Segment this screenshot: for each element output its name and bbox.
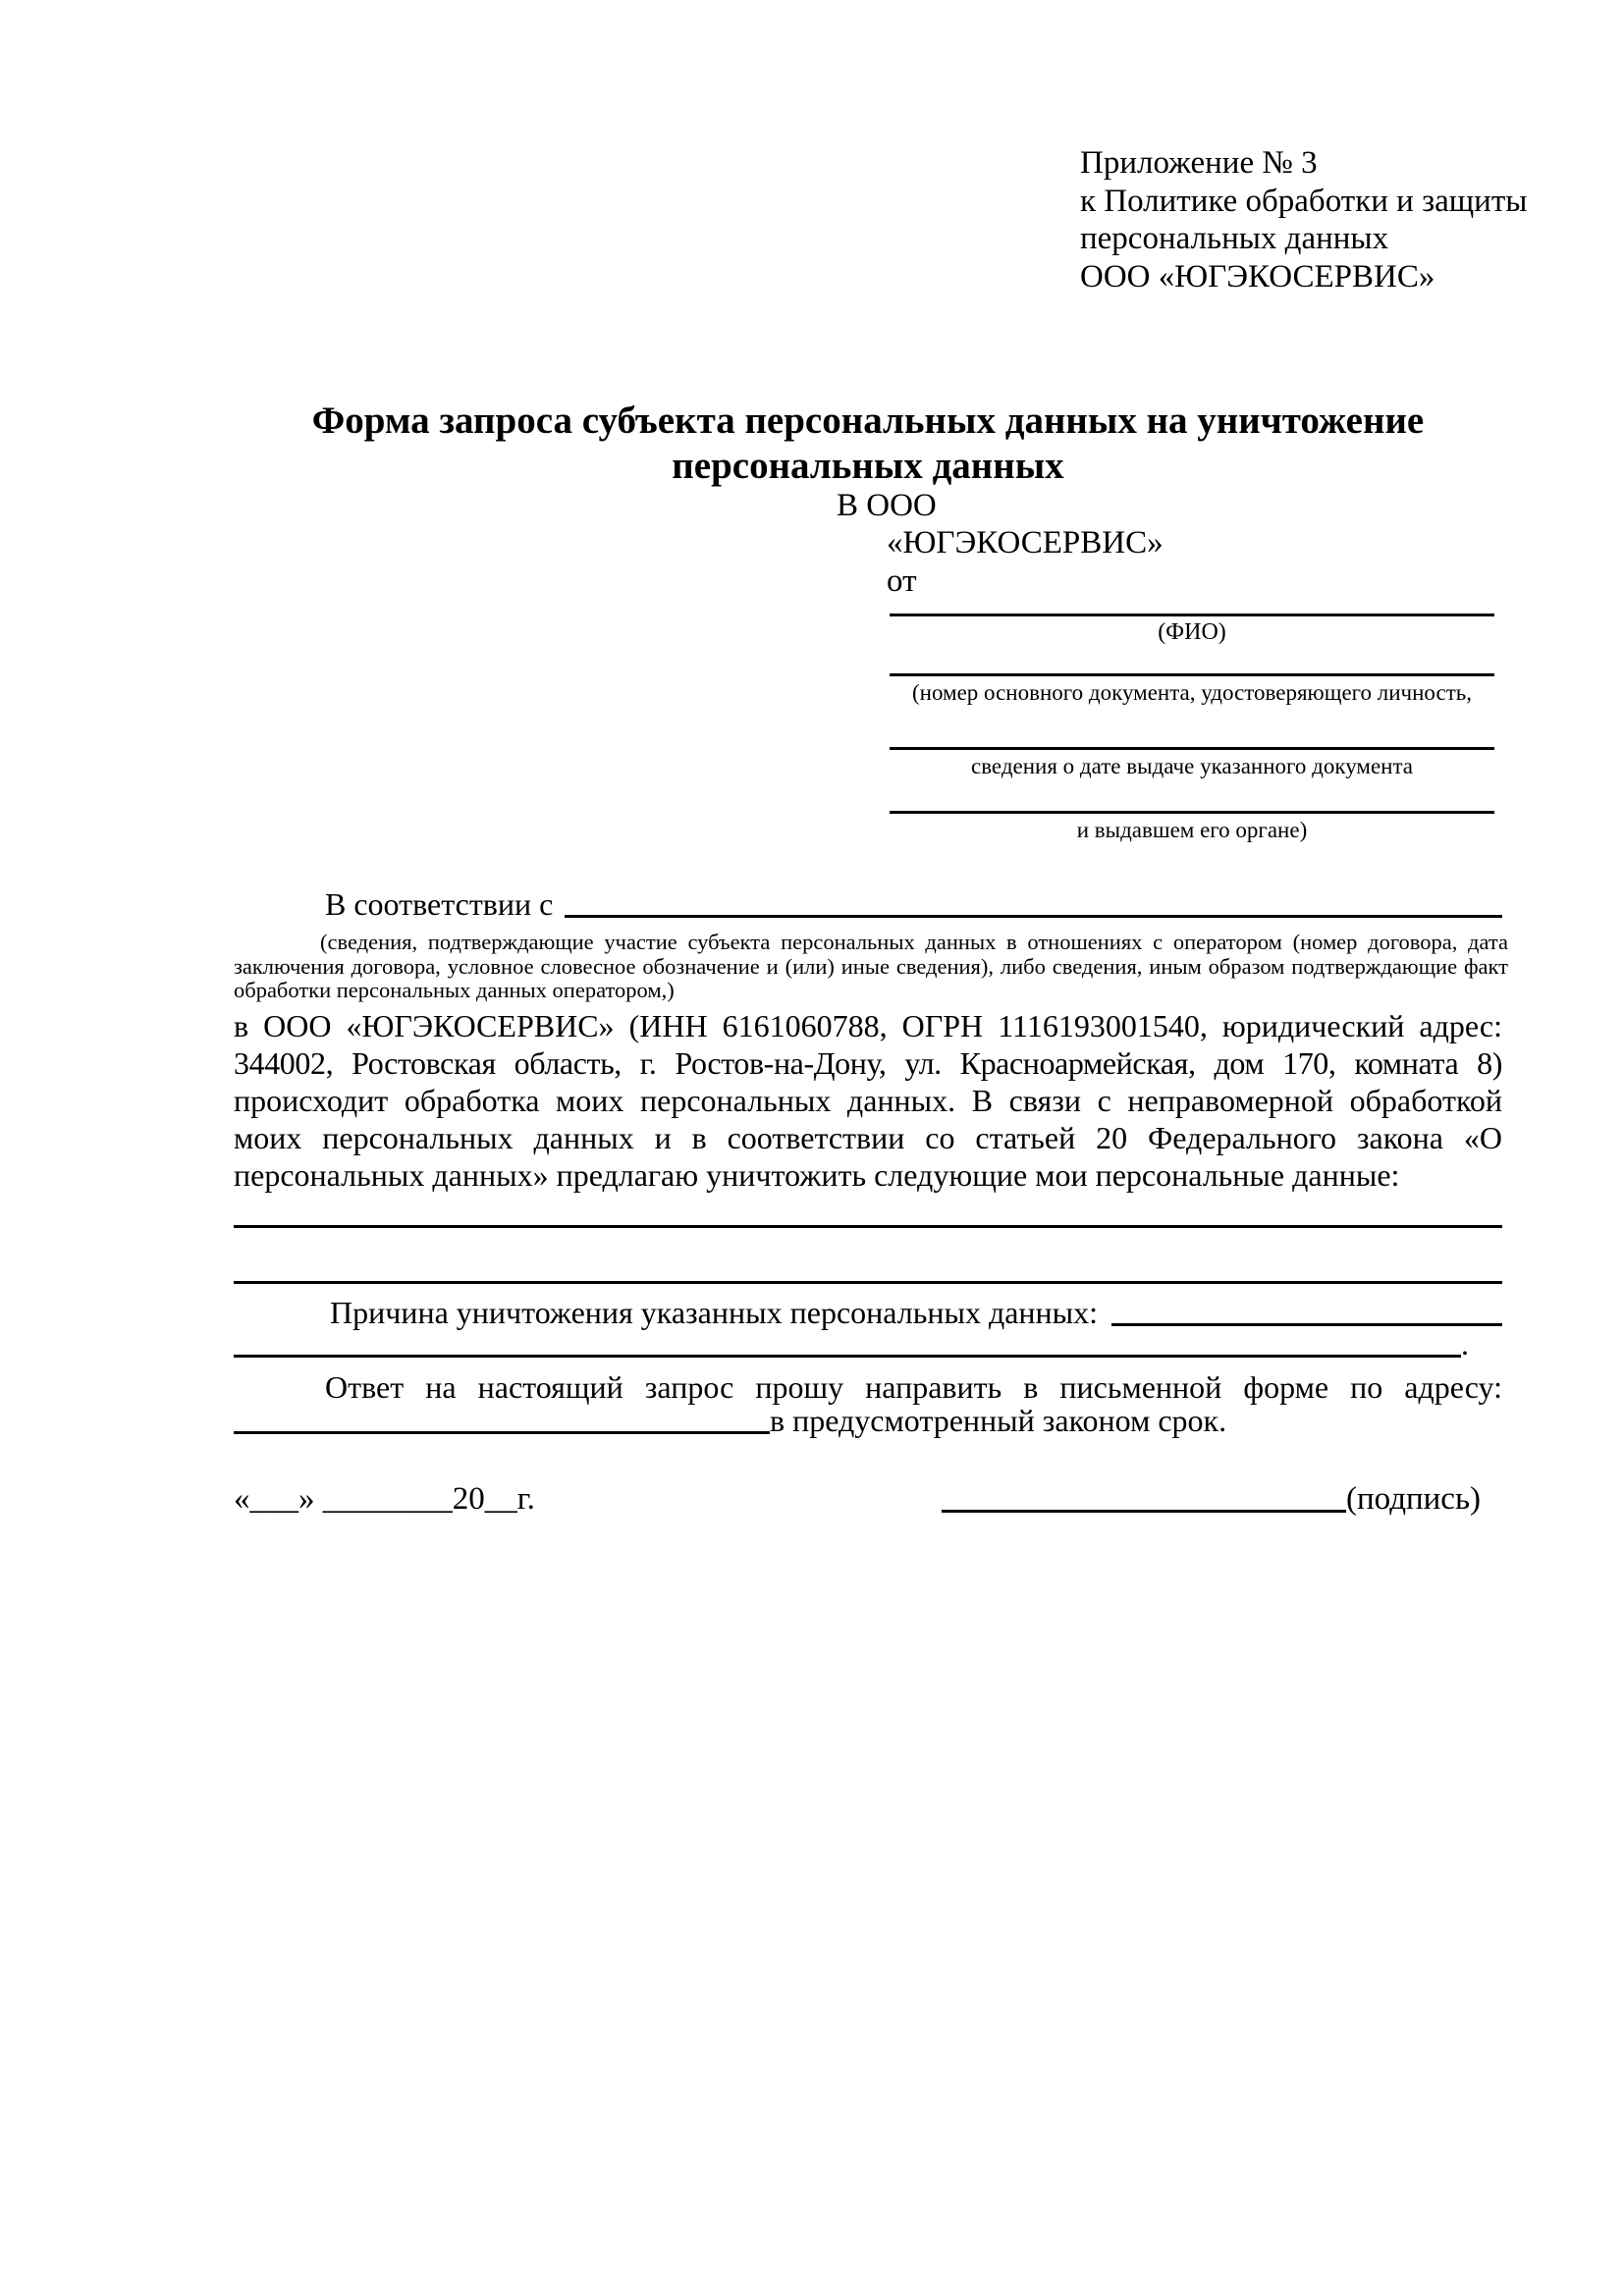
addressee-from-label: от [887, 563, 917, 599]
response-line-2-suffix: в предусмотренный законом срок. [770, 1403, 1227, 1438]
appendix-line: ООО «ЮГЭКОСЕРВИС» [1080, 258, 1435, 294]
body-line: происходит обработка моих персональных данных. В связи с неправомерной обработкой [234, 1083, 1502, 1118]
response-line-1: Ответ на настоящий запрос прошу направить в письменной форме по адресу: [325, 1369, 1502, 1405]
fio-fill-line [890, 614, 1494, 616]
doc-number-caption: (номер основного документа, удостоверяющего личность, [911, 680, 1472, 705]
personal-data-fill-line-1 [234, 1225, 1502, 1228]
page-title-line-2: персональных данных [672, 445, 1064, 487]
appendix-line: к Политике обработки и защиты [1080, 183, 1528, 219]
page-title-line-1: Форма запроса субъекта персональных данных на уничтожение [311, 400, 1425, 442]
signature-caption: (подпись) [1346, 1481, 1481, 1517]
accordance-fill-line [565, 885, 1502, 918]
body-line: моих персональных данных и в соответствии со статьей 20 Федерального закона «О [234, 1120, 1502, 1155]
reason-label: Причина уничтожения указанных персональных данных: [330, 1295, 1099, 1330]
address-fill-line [234, 1402, 770, 1434]
date-fill-text: «___» ________20__г. [234, 1481, 535, 1517]
reason-fill-line-2 [234, 1325, 1461, 1358]
doc-issuer-caption: и выдавшем его органе) [1076, 818, 1308, 842]
doc-date-fill-line [890, 747, 1494, 750]
doc-date-caption: сведения о дате выдаче указанного документа [970, 754, 1414, 778]
accordance-lead: В соответствии с [325, 886, 554, 922]
body-line: персональных данных» предлагаю уничтожить следующие мои персональные данные: [234, 1157, 1400, 1193]
fio-caption: (ФИО) [1158, 619, 1226, 645]
signature-fill-line [942, 1480, 1346, 1513]
footnote-line: (сведения, подтверждающие участие субъекта персональных данных в отношениях с оператором (номер договора, дата [320, 930, 1508, 954]
body-line: 344002, Ростовская область, г. Ростов-на-Дону, ул. Красноармейская, дом 170, комната 8) [234, 1045, 1502, 1081]
personal-data-fill-line-2 [234, 1281, 1502, 1284]
signature-row [234, 1480, 1502, 1518]
addressee-org-line: «ЮГЭКОСЕРВИС» [887, 525, 1164, 561]
reason-continuation-row [234, 1325, 1502, 1362]
signature-area [942, 1480, 1481, 1518]
doc-issuer-fill-line [890, 811, 1494, 814]
response-address-row [234, 1402, 1502, 1439]
addressee-to-line: В ООО [837, 488, 937, 523]
body-paragraph [234, 1007, 1502, 1194]
body-line: в ООО «ЮГЭКОСЕРВИС» (ИНН 6161060788, ОГРН 1116193001540, юридический адрес: [234, 1008, 1502, 1043]
accordance-row [234, 885, 1502, 923]
appendix-line: Приложение № 3 [1080, 145, 1318, 181]
footnote-line: заключения договора, условное словесное обозначение и (или) иные сведения), либо сведения, иным образом подтверждающие факт [234, 953, 1508, 979]
appendix-line: персональных данных [1080, 221, 1389, 256]
reason-period: . [1461, 1326, 1469, 1362]
appendix-block [1080, 144, 1527, 295]
accordance-footnote [234, 931, 1508, 1003]
footnote-line: обработки персональных данных оператором,) [234, 978, 675, 1002]
doc-number-fill-line [890, 673, 1494, 676]
page-title [234, 399, 1502, 489]
reason-fill-line [1111, 1294, 1502, 1326]
